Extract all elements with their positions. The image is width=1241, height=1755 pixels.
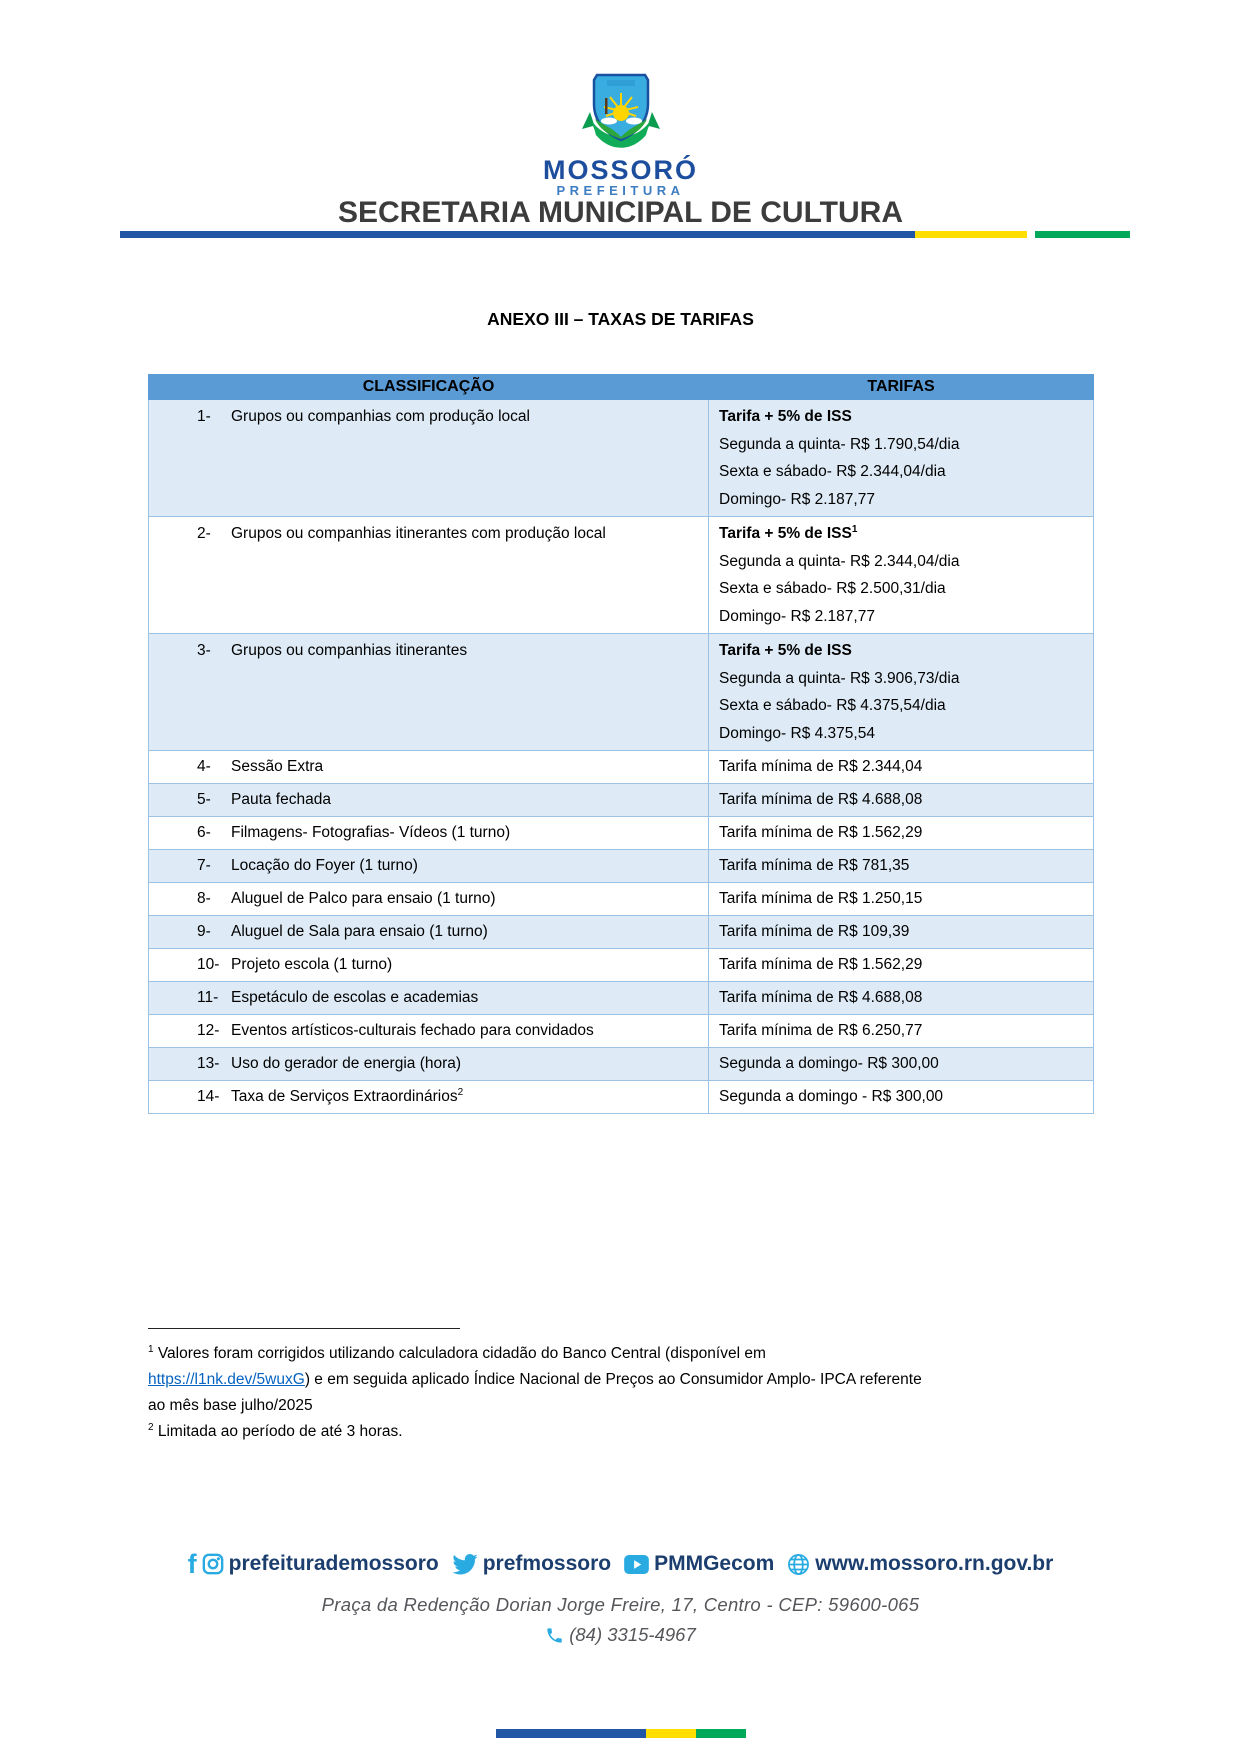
footnote-1-text-after-link: ) e em seguida aplicado Índice Nacional de Preços ao Consumidor Amplo- IPCA referente: [304, 1371, 922, 1388]
classification-cell: [149, 1081, 709, 1114]
tariff-line: Domingo- R$ 4.375,54: [719, 724, 875, 742]
row-number: 14-: [197, 1088, 220, 1105]
social-group-youtube: [624, 1552, 774, 1576]
classification-label: Eventos artísticos-culturais fechado para convidados: [231, 1022, 594, 1039]
tariff-table: [148, 374, 1094, 1114]
classification-label: Grupos ou companhias com produção local: [231, 408, 530, 425]
row-number: 6-: [197, 824, 211, 841]
footnote-link[interactable]: https://l1nk.dev/5wuxG: [148, 1371, 305, 1388]
row-number: 7-: [197, 857, 211, 874]
tariff-line: Sexta e sábado- R$ 2.344,04/dia: [719, 463, 946, 480]
table-row: [149, 949, 1094, 982]
tariff-cell: [709, 1048, 1094, 1081]
tariff-cell: [709, 1081, 1094, 1114]
classification-cell: [149, 850, 709, 883]
row-number: 2-: [197, 525, 211, 542]
classification-label: Filmagens- Fotografias- Vídeos (1 turno): [231, 824, 511, 841]
social-handle: prefeiturademossoro: [228, 1552, 439, 1575]
tariff-title: Tarifa + 5% de ISS: [719, 642, 852, 659]
tariff-line: Segunda a domingo - R$ 300,00: [719, 1088, 944, 1105]
strip-blue-segment: [496, 1729, 646, 1738]
bar-blue-segment: [120, 231, 915, 238]
table-row: [149, 850, 1094, 883]
classification-label: Pauta fechada: [231, 791, 331, 808]
footnote-1: [148, 1341, 1108, 1419]
classification-label: Grupos ou companhias itinerantes com produção local: [231, 525, 606, 542]
tariff-line: Segunda a quinta- R$ 3.906,73/dia: [719, 669, 960, 687]
tariff-cell: [709, 817, 1094, 850]
classification-cell: [149, 949, 709, 982]
tariff-cell: [709, 883, 1094, 916]
twitter-icon: [452, 1554, 478, 1575]
table-row: [149, 751, 1094, 784]
tariff-line: Segunda a quinta- R$ 2.344,04/dia: [719, 552, 960, 570]
classification-cell: [149, 517, 709, 634]
tariff-cell: [709, 517, 1094, 634]
row-number: 8-: [197, 890, 211, 907]
tariff-line: Tarifa mínima de R$ 1.562,29: [719, 824, 923, 841]
tariff-line: Tarifa mínima de R$ 781,35: [719, 857, 910, 874]
tariff-line: Tarifa mínima de R$ 109,39: [719, 923, 910, 940]
tariff-cell: [709, 634, 1094, 751]
footnote-1-text-line3: ao mês base julho/2025: [148, 1397, 313, 1414]
tariff-line: Segunda a domingo- R$ 300,00: [719, 1055, 939, 1072]
classification-cell: [149, 883, 709, 916]
table-row: [149, 634, 1094, 751]
globe-icon: [787, 1553, 810, 1576]
classification-cell: [149, 982, 709, 1015]
tariff-cell: [709, 784, 1094, 817]
classification-label: Grupos ou companhias itinerantes: [231, 642, 468, 659]
classification-label: Sessão Extra: [231, 758, 324, 775]
row-number: 3-: [197, 642, 211, 659]
table-row: [149, 1015, 1094, 1048]
classification-label: Espetáculo de escolas e academias: [231, 989, 479, 1006]
bar-yellow-segment: [915, 231, 1027, 238]
tariff-title: Tarifa + 5% de ISS$^1$: [719, 523, 858, 542]
social-group-twitter: [452, 1552, 611, 1576]
strip-yellow-segment: [646, 1729, 696, 1738]
footnote-1-text: Valores foram corrigidos utilizando calculadora cidadão do Banco Central (disponível em: [153, 1345, 766, 1362]
table-row: [149, 1081, 1094, 1114]
row-number: 1-: [197, 408, 211, 425]
classification-cell: [149, 400, 709, 517]
table-row: [149, 784, 1094, 817]
social-handle: PMMGecom: [654, 1552, 775, 1575]
website-url: www.mossoro.rn.gov.br: [815, 1552, 1054, 1575]
tariff-line: Segunda a quinta- R$ 1.790,54/dia: [719, 435, 960, 453]
tariff-cell: [709, 982, 1094, 1015]
table-row: [149, 982, 1094, 1015]
table-row: [149, 400, 1094, 517]
row-number: 12-: [197, 1022, 220, 1039]
classification-label: Projeto escola (1 turno): [231, 956, 393, 973]
table-header-row: [149, 375, 1094, 400]
classification-cell: [149, 1048, 709, 1081]
row-number: 10-: [197, 956, 220, 973]
bar-green-segment: [1035, 231, 1130, 238]
footer-social-row: [0, 1549, 1241, 1579]
brand-subtitle: PREFEITURA: [556, 183, 685, 198]
footer-address: Praça da Redenção Dorian Jorge Freire, 17, Centro - CEP: 59600-065: [321, 1594, 920, 1615]
table-row: [149, 883, 1094, 916]
facebook-icon: f: [187, 1549, 197, 1579]
footnote-1-marker: 1: [148, 1343, 154, 1355]
footer-brand-strip: [496, 1729, 746, 1738]
phone-number: (84) 3315-4967: [569, 1624, 696, 1645]
document-title: ANEXO III – TAXAS DE TARIFAS: [487, 309, 754, 329]
tariff-cell: [709, 916, 1094, 949]
tariff-title: Tarifa + 5% de ISS: [719, 408, 852, 425]
classification-label: Aluguel de Palco para ensaio (1 turno): [231, 890, 496, 907]
department-title: SECRETARIA MUNICIPAL DE CULTURA: [338, 196, 903, 229]
classification-label: Uso do gerador de energia (hora): [231, 1055, 462, 1072]
row-number: 13-: [197, 1055, 220, 1072]
social-group-website: [787, 1552, 1053, 1576]
row-number: 11-: [197, 989, 219, 1006]
footer-phone-row: [0, 1624, 1241, 1646]
classification-label: Aluguel de Sala para ensaio (1 turno): [231, 923, 488, 940]
classification-cell: [149, 1015, 709, 1048]
tariff-line: Tarifa mínima de R$ 4.688,08: [719, 989, 923, 1006]
tariff-line: Tarifa mínima de R$ 4.688,08: [719, 791, 923, 808]
row-number: 9-: [197, 923, 211, 940]
youtube-icon: [624, 1555, 649, 1574]
tariff-line: Domingo- R$ 2.187,77: [719, 490, 875, 508]
social-group-facebook-instagram: [187, 1549, 439, 1579]
footnote-2-marker: 2: [148, 1421, 154, 1433]
tariff-cell: [709, 850, 1094, 883]
tariff-line: Sexta e sábado- R$ 4.375,54/dia: [719, 697, 946, 714]
column-header-classification: CLASSIFICAÇÃO: [149, 375, 709, 400]
classification-cell: [149, 916, 709, 949]
city-crest-icon: [580, 73, 662, 155]
footnotes-section: [148, 1328, 1108, 1445]
classification-cell: [149, 634, 709, 751]
classification-cell: [149, 784, 709, 817]
tariff-line: Tarifa mínima de R$ 2.344,04: [719, 758, 923, 775]
tariff-line: Tarifa mínima de R$ 1.250,15: [719, 890, 923, 907]
table-row: [149, 1048, 1094, 1081]
classification-label: Locação do Foyer (1 turno): [231, 857, 418, 874]
brand-divider-bar: [120, 231, 1130, 238]
tariff-line: Tarifa mínima de R$ 1.562,29: [719, 956, 923, 973]
column-header-tarifas: TARIFAS: [709, 375, 1094, 400]
strip-green-segment: [696, 1729, 746, 1738]
tariff-cell: [709, 400, 1094, 517]
social-handle: prefmossoro: [482, 1552, 612, 1575]
instagram-icon: [202, 1553, 224, 1575]
tariff-cell: [709, 751, 1094, 784]
footnote-2: [148, 1419, 1108, 1445]
footnote-2-text: Limitada ao período de até 3 horas.: [153, 1423, 403, 1440]
phone-icon: [545, 1626, 564, 1645]
tariff-table-body: [149, 400, 1094, 1114]
brand-name: MOSSORÓ: [542, 155, 698, 185]
table-row: [149, 916, 1094, 949]
table-row: [149, 517, 1094, 634]
classification-label: Taxa de Serviços Extraordinários$^2$: [231, 1086, 464, 1105]
tariff-line: Sexta e sábado- R$ 2.500,31/dia: [719, 580, 946, 597]
table-row: [149, 817, 1094, 850]
classification-cell: [149, 751, 709, 784]
footnote-separator-rule: [148, 1328, 460, 1329]
tariff-line: Domingo- R$ 2.187,77: [719, 607, 875, 625]
row-number: 5-: [197, 791, 211, 808]
city-crest-logo: [0, 73, 1241, 160]
classification-cell: [149, 817, 709, 850]
tariff-cell: [709, 1015, 1094, 1048]
row-number: 4-: [197, 758, 211, 775]
tariff-line: Tarifa mínima de R$ 6.250,77: [719, 1022, 923, 1039]
tariff-cell: [709, 949, 1094, 982]
